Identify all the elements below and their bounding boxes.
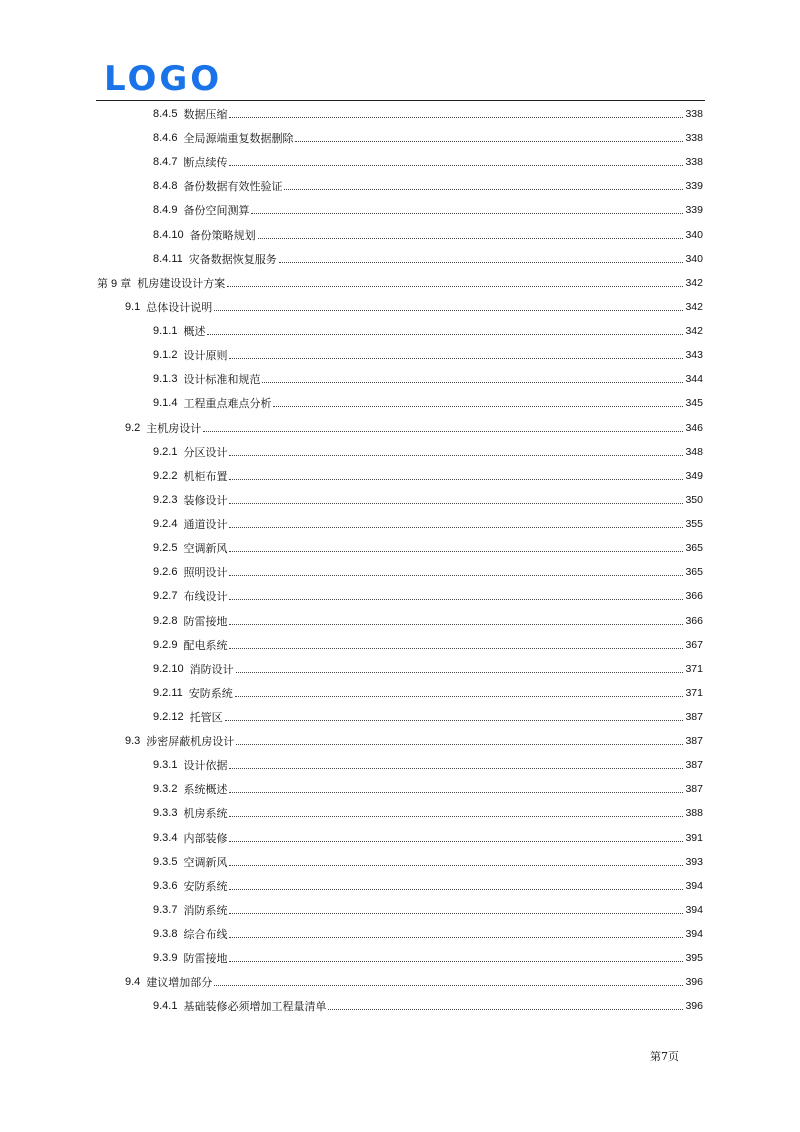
toc-leader-dots xyxy=(214,299,683,311)
toc-entry-title: 防雷接地 xyxy=(183,952,228,966)
toc-entry-page: 340 xyxy=(685,228,703,241)
toc-entry-page: 387 xyxy=(685,711,703,723)
toc-entry-title: 数据压缩 xyxy=(183,108,228,121)
toc-entry-number: 9.4.1 xyxy=(153,1000,178,1013)
toc-entry[interactable] xyxy=(153,512,703,536)
toc-entry-title: 备份数据有效性验证 xyxy=(183,180,283,194)
toc-entry-title: 内部装修 xyxy=(183,831,228,845)
toc-entry-title: 安防系统 xyxy=(188,686,233,700)
toc-leader-dots xyxy=(207,323,683,335)
toc-entry[interactable] xyxy=(153,994,703,1018)
toc-entry[interactable] xyxy=(125,970,703,994)
toc-entry-number: 8.4.8 xyxy=(153,180,178,193)
toc-entry-number: 9.2.3 xyxy=(153,493,178,506)
toc-entry-title: 照明设计 xyxy=(183,566,228,580)
toc-entry-number: 9.3.8 xyxy=(153,928,178,941)
toc-entry-title: 配电系统 xyxy=(183,638,228,652)
toc-leader-dots xyxy=(229,781,683,793)
toc-leader-dots xyxy=(236,733,683,745)
toc-leader-dots xyxy=(236,661,684,673)
toc-entry[interactable] xyxy=(153,705,703,729)
toc-entry-title: 断点续传 xyxy=(183,156,228,170)
toc-entry-page: 391 xyxy=(685,831,703,844)
toc-leader-dots xyxy=(229,926,683,938)
toc-entry-title: 概述 xyxy=(183,325,206,339)
page-number: 第7页 xyxy=(650,1050,679,1063)
toc-leader-dots xyxy=(229,613,683,625)
toc-entry[interactable] xyxy=(153,367,703,391)
toc-entry[interactable] xyxy=(153,536,703,560)
toc-leader-dots xyxy=(229,878,683,890)
toc-entry-page: 338 xyxy=(685,132,703,145)
toc-entry-page: 345 xyxy=(685,397,703,410)
toc-entry-title: 安防系统 xyxy=(183,879,228,893)
toc-leader-dots xyxy=(273,395,683,407)
toc-entry[interactable] xyxy=(153,898,703,922)
toc-leader-dots xyxy=(251,202,683,214)
toc-entry[interactable] xyxy=(125,416,703,440)
toc-entry[interactable] xyxy=(153,174,703,198)
toc-entry-page: 371 xyxy=(685,662,703,675)
toc-entry-page: 387 xyxy=(685,783,703,796)
toc-entry[interactable] xyxy=(153,223,703,247)
toc-entry-number: 8.4.9 xyxy=(153,204,178,217)
toc-entry[interactable] xyxy=(153,826,703,850)
toc-entry[interactable] xyxy=(153,488,703,512)
toc-entry-number: 9.3.4 xyxy=(153,831,178,844)
toc-entry-title: 备份空间测算 xyxy=(183,204,250,218)
toc-entry-number: 9.3.1 xyxy=(153,759,178,772)
toc-entry[interactable] xyxy=(153,198,703,222)
toc-entry-number: 9.4 xyxy=(125,976,141,989)
toc-entry[interactable] xyxy=(153,343,703,367)
toc-entry-number: 9.3.3 xyxy=(153,807,178,820)
toc-leader-dots xyxy=(227,275,683,287)
toc-entry-page: 338 xyxy=(685,156,703,169)
toc-entry[interactable] xyxy=(153,657,703,681)
toc-entry[interactable] xyxy=(153,440,703,464)
toc-entry-page: 394 xyxy=(685,903,703,916)
toc-entry-number: 9.3.6 xyxy=(153,879,178,892)
toc-entry-number: 9.1.3 xyxy=(153,373,178,386)
toc-leader-dots xyxy=(229,830,683,842)
toc-entry[interactable] xyxy=(153,391,703,415)
logo: LOGO xyxy=(104,59,223,99)
toc-entry-title: 机柜布置 xyxy=(183,469,228,483)
toc-entry[interactable] xyxy=(153,633,703,657)
toc-entry-number: 9.3.2 xyxy=(153,783,178,796)
toc-entry[interactable] xyxy=(153,801,703,825)
toc-leader-dots xyxy=(229,854,683,866)
toc-entry-page: 355 xyxy=(685,518,703,531)
toc-entry-page: 339 xyxy=(685,180,703,193)
toc-leader-dots xyxy=(229,516,683,528)
toc-entry-number: 9.2.10 xyxy=(153,662,184,675)
toc-entry[interactable] xyxy=(153,319,703,343)
toc-leader-dots xyxy=(328,998,683,1010)
toc-entry-title: 通道设计 xyxy=(183,518,228,532)
toc-entry-title: 机房系统 xyxy=(183,807,228,821)
toc-entry[interactable] xyxy=(125,729,703,753)
toc-entry-number: 9.2.8 xyxy=(153,614,178,627)
toc-entry-number: 9.1.4 xyxy=(153,397,178,410)
toc-entry-page: 342 xyxy=(685,300,703,313)
toc-leader-dots xyxy=(262,371,683,383)
toc-entry-number: 9.3.5 xyxy=(153,855,178,868)
toc-entry-title: 建议增加部分 xyxy=(146,976,213,990)
toc-entry-page: 339 xyxy=(685,204,703,217)
toc-entry[interactable] xyxy=(125,295,703,319)
toc-entry-page: 365 xyxy=(685,566,703,579)
toc-entry-title: 全局源端重复数据删除 xyxy=(183,132,294,146)
toc-leader-dots xyxy=(229,757,683,769)
toc-entry-title: 空调新风 xyxy=(183,542,228,556)
toc-leader-dots xyxy=(229,468,683,480)
toc-entry[interactable] xyxy=(153,464,703,488)
toc-entry-number: 9.2.11 xyxy=(153,686,183,699)
toc-entry-page: 349 xyxy=(685,469,703,482)
toc-entry-number: 9.2 xyxy=(125,421,141,434)
toc-entry-page: 342 xyxy=(685,325,703,338)
toc-entry-page: 348 xyxy=(685,445,703,458)
toc-entry-page: 366 xyxy=(685,590,703,603)
toc-entry[interactable] xyxy=(97,271,703,295)
toc-entry-number: 9.1.2 xyxy=(153,349,178,362)
toc-entry-page: 395 xyxy=(685,952,703,965)
toc-leader-dots xyxy=(235,685,684,697)
toc-entry-title: 防雷接地 xyxy=(183,614,228,628)
toc-leader-dots xyxy=(203,420,683,432)
toc-entry-number: 9.2.5 xyxy=(153,542,178,555)
toc-entry-number: 9.2.9 xyxy=(153,638,178,651)
toc-entry-title: 空调新风 xyxy=(183,855,228,869)
toc-entry-number: 9.2.4 xyxy=(153,518,178,531)
toc-entry[interactable] xyxy=(153,247,703,271)
toc-entry[interactable] xyxy=(153,584,703,608)
toc-entry-page: 396 xyxy=(685,976,703,989)
toc-entry-title: 消防系统 xyxy=(183,903,228,917)
toc-entry-page: 338 xyxy=(685,108,703,120)
toc-entry[interactable] xyxy=(153,609,703,633)
toc-entry-page: 346 xyxy=(685,421,703,434)
toc-entry-title: 主机房设计 xyxy=(146,421,202,435)
toc-entry-page: 396 xyxy=(685,1000,703,1013)
toc-entry-number: 9.2.2 xyxy=(153,469,178,482)
toc-entry-title: 设计原则 xyxy=(183,349,228,363)
toc-entry-title: 设计标准和规范 xyxy=(183,373,261,387)
toc-entry[interactable] xyxy=(153,126,703,150)
toc-entry-page: 350 xyxy=(685,493,703,506)
toc-entry-title: 消防设计 xyxy=(189,662,234,676)
toc-entry-page: 387 xyxy=(685,759,703,772)
toc-leader-dots xyxy=(229,902,683,914)
toc-entry-title: 布线设计 xyxy=(183,590,228,604)
toc-entry-title: 综合布线 xyxy=(183,928,228,942)
toc-entry-number: 8.4.11 xyxy=(153,252,183,265)
toc-entry-number: 8.4.10 xyxy=(153,228,184,241)
toc-entry-page: 394 xyxy=(685,879,703,892)
toc-leader-dots xyxy=(229,805,683,817)
toc-leader-dots xyxy=(229,540,683,552)
toc-entry-number: 9.1 xyxy=(125,300,141,313)
toc-entry-title: 总体设计说明 xyxy=(146,300,213,314)
toc-leader-dots xyxy=(229,492,683,504)
toc-entry-title: 基础装修必须增加工程量清单 xyxy=(183,1000,327,1014)
toc-entry-page: 343 xyxy=(685,349,703,362)
toc-entry-number: 8.4.7 xyxy=(153,156,178,169)
toc-leader-dots xyxy=(214,974,683,986)
toc-entry-page: 388 xyxy=(685,807,703,820)
toc-entry[interactable] xyxy=(153,922,703,946)
toc-entry[interactable] xyxy=(153,560,703,584)
toc-entry[interactable] xyxy=(153,874,703,898)
toc-entry-title: 托管区 xyxy=(189,711,223,724)
header-divider xyxy=(96,100,705,101)
toc-leader-dots xyxy=(258,227,684,239)
toc-entry-title: 分区设计 xyxy=(183,445,228,459)
toc-entry-number: 9.2.1 xyxy=(153,445,178,458)
toc-entry-number: 9.2.12 xyxy=(153,711,184,723)
toc-entry-page: 393 xyxy=(685,855,703,868)
toc-entry-number: 9.2.7 xyxy=(153,590,178,603)
toc-entry-title: 装修设计 xyxy=(183,493,228,507)
toc-entry-title: 设计依据 xyxy=(183,759,228,773)
toc-leader-dots xyxy=(229,347,683,359)
toc-entry-number: 8.4.5 xyxy=(153,108,178,120)
toc-entry-title: 灾备数据恢复服务 xyxy=(188,252,277,266)
toc-leader-dots xyxy=(229,154,683,166)
toc-entry-page: 394 xyxy=(685,928,703,941)
toc-entry-number: 8.4.6 xyxy=(153,132,178,145)
toc-entry-page: 344 xyxy=(685,373,703,386)
toc-entry-page: 387 xyxy=(685,735,703,748)
toc-entry-number: 9.2.6 xyxy=(153,566,178,579)
toc-leader-dots xyxy=(225,709,684,721)
toc-entry-page: 342 xyxy=(685,276,703,289)
toc-entry-page: 367 xyxy=(685,638,703,651)
toc-entry-page: 371 xyxy=(685,686,703,699)
toc-entry-title: 备份策略规划 xyxy=(189,228,256,242)
toc-entry-number: 9.3.7 xyxy=(153,903,178,916)
toc-entry[interactable] xyxy=(153,102,703,126)
toc-entry-number: 9.1.1 xyxy=(153,325,178,338)
toc-leader-dots xyxy=(229,950,683,962)
toc-entry-title: 系统概述 xyxy=(183,783,228,797)
toc-entry-number: 9.3.9 xyxy=(153,952,178,965)
toc-entry[interactable] xyxy=(153,150,703,174)
toc-entry-page: 366 xyxy=(685,614,703,627)
toc-entry[interactable] xyxy=(153,777,703,801)
toc-entry[interactable] xyxy=(153,753,703,777)
toc-entry-number: 第 9 章 xyxy=(97,277,132,290)
toc-entry-number: 9.3 xyxy=(125,735,141,748)
toc-leader-dots xyxy=(229,106,683,118)
toc-entry[interactable] xyxy=(153,850,703,874)
toc-leader-dots xyxy=(295,130,683,142)
toc-leader-dots xyxy=(229,588,683,600)
toc-leader-dots xyxy=(229,564,683,576)
toc-entry-title: 涉密屏蔽机房设计 xyxy=(146,735,235,749)
toc-leader-dots xyxy=(279,251,684,263)
toc-entry-title: 机房建设设计方案 xyxy=(137,276,226,290)
toc-leader-dots xyxy=(284,178,683,190)
toc-entry-page: 365 xyxy=(685,542,703,555)
toc-entry[interactable] xyxy=(153,681,703,705)
toc-leader-dots xyxy=(229,637,683,649)
toc-entry[interactable] xyxy=(153,946,703,970)
toc-entry-page: 340 xyxy=(685,252,703,265)
toc-leader-dots xyxy=(229,444,683,456)
toc-entry-title: 工程重点难点分析 xyxy=(183,397,272,411)
